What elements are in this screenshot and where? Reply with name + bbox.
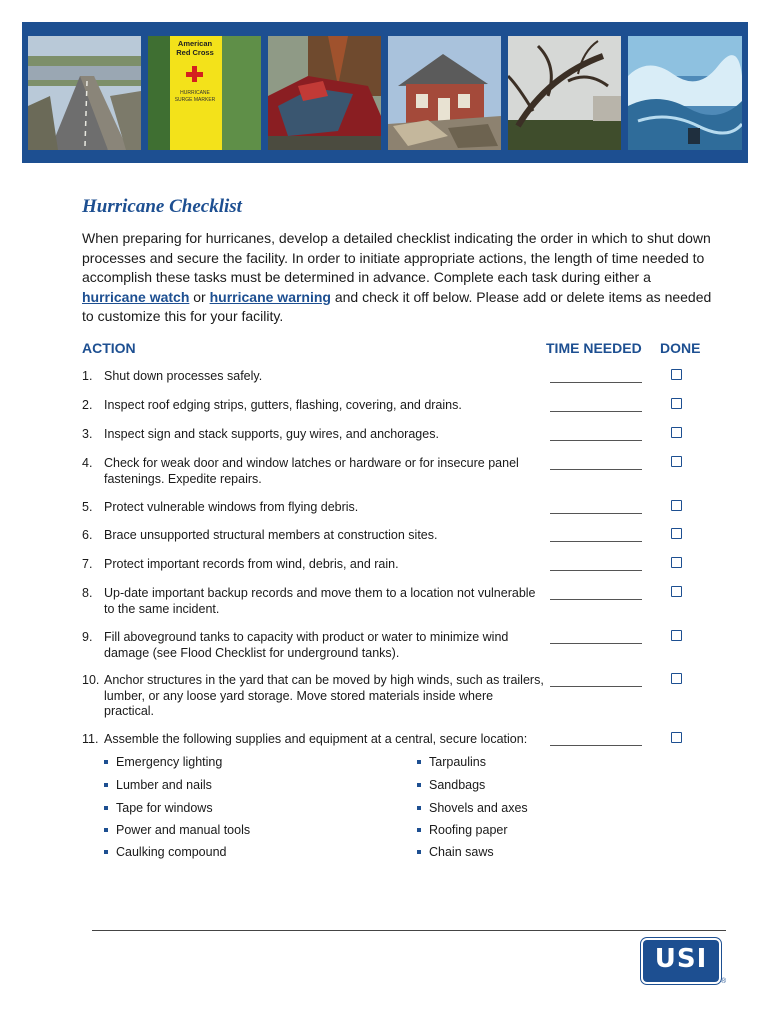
intro-text-before: When preparing for hurricanes, develop a detailed checklist indicating the order in which to shut down processes and secure the facility. In order to initiate appropriate actions, the length of time needed to accomplish these tasks must be determined in advance. Complete each task during either a xyxy=(82,230,711,285)
row-action-text: Fill aboveground tanks to capacity with product or water to minimize wind damage (see Flood Checklist for underground tanks). xyxy=(104,630,509,660)
bullet-icon xyxy=(417,850,421,854)
done-checkbox[interactable] xyxy=(671,586,682,597)
done-checkbox[interactable] xyxy=(671,500,682,511)
supply-item-text: Chain saws xyxy=(429,845,494,859)
supply-item-text: Emergency lighting xyxy=(116,755,223,769)
row-number: 7. xyxy=(82,557,93,571)
supply-item xyxy=(104,801,213,816)
supply-item-text: Caulking compound xyxy=(116,845,227,859)
sign-line-1: American xyxy=(177,39,213,48)
supply-item-text: Shovels and axes xyxy=(429,801,528,815)
intro-text-after: and check it off below. Please add or delete items as needed to customize this for your facility. xyxy=(82,288,712,324)
row-action-text: Assemble the following supplies and equipment at a central, secure location: xyxy=(104,732,528,746)
time-needed-field[interactable] xyxy=(550,503,642,514)
header-done: DONE xyxy=(660,340,701,356)
supply-item xyxy=(104,755,222,770)
row-action-text: Inspect sign and stack supports, guy wires, and anchorages. xyxy=(104,427,439,441)
row-number: 9. xyxy=(82,630,93,644)
done-checkbox[interactable] xyxy=(671,630,682,641)
time-needed-field[interactable] xyxy=(550,430,642,441)
supply-item xyxy=(417,755,486,770)
page-title: Hurricane Checklist xyxy=(82,196,242,217)
supply-item-text: Lumber and nails xyxy=(116,778,212,792)
row-number: 11. xyxy=(82,732,99,746)
supply-item-text: Roofing paper xyxy=(429,823,508,837)
done-checkbox[interactable] xyxy=(671,557,682,568)
bullet-icon xyxy=(417,760,421,764)
supply-item xyxy=(417,845,494,860)
photo-surge-marker xyxy=(148,36,261,150)
row-number: 8. xyxy=(82,586,93,600)
supply-item xyxy=(104,845,227,860)
done-checkbox[interactable] xyxy=(671,427,682,438)
done-checkbox[interactable] xyxy=(671,673,682,684)
time-needed-field[interactable] xyxy=(550,735,642,746)
photo-damaged-house xyxy=(388,36,501,150)
row-action-text: Anchor structures in the yard that can be moved by high winds, such as trailers, lumber, or any loose yard storage. Move stored materials inside where practical. xyxy=(104,673,544,718)
logo-text: USI xyxy=(654,944,708,974)
row-action-text: Check for weak door and window latches or hardware or for insecure panel fastenings. Expedite repairs. xyxy=(104,456,519,486)
bullet-icon xyxy=(104,806,108,810)
bullet-icon xyxy=(104,850,108,854)
supply-item xyxy=(104,823,250,838)
photo-damaged-bridge xyxy=(28,36,141,150)
supply-item xyxy=(417,801,528,816)
bullet-icon xyxy=(417,828,421,832)
supply-item-text: Tape for windows xyxy=(116,801,213,815)
time-needed-field[interactable] xyxy=(550,401,642,412)
header-action: ACTION xyxy=(82,340,136,356)
intro-text-or: or xyxy=(189,288,210,305)
done-checkbox[interactable] xyxy=(671,398,682,409)
intro-paragraph xyxy=(82,229,712,327)
row-number: 4. xyxy=(82,456,93,470)
sign-line-4: SURGE MARKER xyxy=(174,97,216,103)
registered-mark: ® xyxy=(721,978,727,985)
time-needed-field[interactable] xyxy=(550,531,642,542)
row-action-text: Shut down processes safely. xyxy=(104,369,263,383)
sign-line-3: HURRICANE xyxy=(180,90,210,96)
time-needed-field[interactable] xyxy=(550,560,642,571)
supply-item xyxy=(417,823,508,838)
bullet-icon xyxy=(104,828,108,832)
supply-item-text: Sandbags xyxy=(429,778,486,792)
row-number: 10. xyxy=(82,673,100,687)
row-action-text: Up-date important backup records and move them to a location not vulnerable to the same incident. xyxy=(104,586,536,616)
usi-logo xyxy=(643,940,719,982)
bullet-icon xyxy=(104,783,108,787)
done-checkbox[interactable] xyxy=(671,732,682,743)
done-checkbox[interactable] xyxy=(671,369,682,380)
row-number: 3. xyxy=(82,427,93,441)
row-action-text: Protect vulnerable windows from flying debris. xyxy=(104,500,359,514)
row-number: 6. xyxy=(82,528,93,542)
row-number: 2. xyxy=(82,398,93,412)
photo-crushed-car xyxy=(268,36,381,150)
supply-item xyxy=(417,778,485,793)
row-action-text: Brace unsupported structural members at construction sites. xyxy=(104,528,438,542)
footer-divider xyxy=(92,930,726,931)
time-needed-field[interactable] xyxy=(550,459,642,470)
time-needed-field[interactable] xyxy=(550,676,642,687)
hurricane-warning-link[interactable]: hurricane warning xyxy=(209,288,331,305)
photo-fallen-tree xyxy=(508,36,621,150)
time-needed-field[interactable] xyxy=(550,633,642,644)
done-checkbox[interactable] xyxy=(671,528,682,539)
sign-line-2: Red Cross xyxy=(176,48,214,57)
bullet-icon xyxy=(417,783,421,787)
bullet-icon xyxy=(417,806,421,810)
supply-item xyxy=(104,778,212,793)
supply-item-text: Tarpaulins xyxy=(429,755,486,769)
photo-storm-waves xyxy=(628,36,742,150)
supply-item-text: Power and manual tools xyxy=(116,823,251,837)
time-needed-field[interactable] xyxy=(550,589,642,600)
photo-banner xyxy=(22,22,748,163)
time-needed-field[interactable] xyxy=(550,372,642,383)
row-action-text: Protect important records from wind, debris, and rain. xyxy=(104,557,399,571)
hurricane-watch-link[interactable]: hurricane watch xyxy=(82,288,190,305)
header-time-needed: TIME NEEDED xyxy=(546,340,642,356)
row-number: 5. xyxy=(82,500,93,514)
done-checkbox[interactable] xyxy=(671,456,682,467)
bullet-icon xyxy=(104,760,108,764)
row-number: 1. xyxy=(82,369,93,383)
row-action-text: Inspect roof edging strips, gutters, flashing, covering, and drains. xyxy=(104,398,462,412)
